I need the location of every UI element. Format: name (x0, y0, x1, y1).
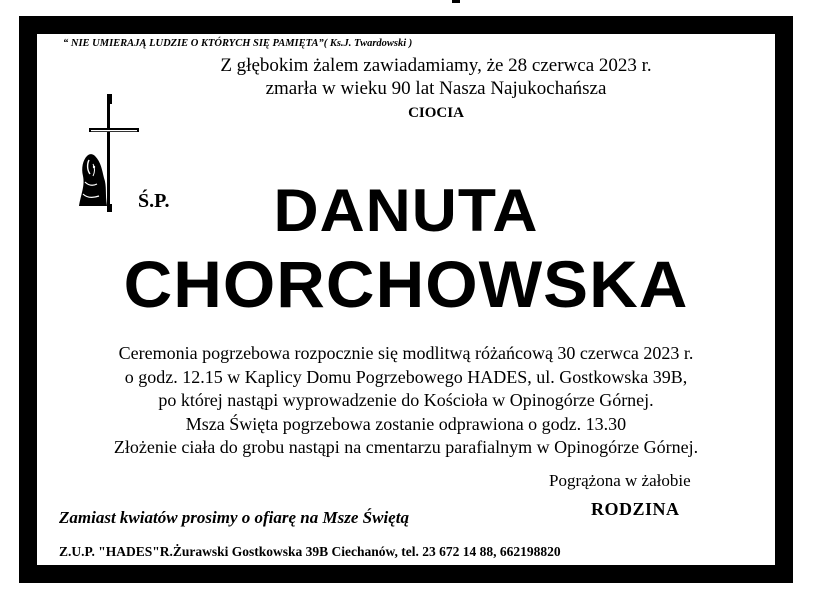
ceremony-line: o godz. 12.15 w Kaplicy Domu Pogrzebowego HADES, ul. Gostkowska 39B, (124, 366, 688, 387)
sp-prefix: Ś.P. (138, 190, 170, 212)
scan-mark (452, 0, 460, 3)
ceremony-line: Msza Święta pogrzebowa zostanie odprawiona o godz. 13.30 (185, 413, 627, 434)
ceremony-details (37, 342, 775, 460)
ceremony-line: Złożenie ciała do grobu nastąpi na cmentarzu parafialnym w Opinogórze Górnej. (113, 437, 699, 457)
mourning-label: Pogrążona w żałobie (549, 471, 691, 490)
flowers-request: Zamiast kwiatów prosimy o ofiarę na Msze Świętą (59, 508, 409, 527)
obituary-frame (19, 16, 793, 583)
obituary-content (37, 34, 775, 565)
intro-line-1: Z głębokim żalem zawiadamiamy, że 28 czerwca 2023 r. (220, 55, 652, 76)
intro-line-2: zmarła w wieku 90 lat Nasza Najukochańsza (265, 78, 607, 99)
funeral-home-footer: Z.U.P. "HADES"R.Żurawski Gostkowska 39B Ciechanów, tel. 23 672 14 88, 662198820 (59, 544, 561, 559)
deceased-first-name: DANUTA (273, 177, 539, 244)
announcement-intro (37, 54, 775, 126)
mourning-family: RODZINA (591, 499, 680, 519)
deceased-last-name: CHORCHOWSKA (123, 247, 689, 321)
motto-quote: “ NIE UMIERAJĄ LUDZIE O KTÓRYCH SIĘ PAMIĘTA”( Ks.J. Twardowski ) (63, 38, 413, 49)
relation-label: CIOCIA (408, 105, 464, 121)
ceremony-line: po której nastąpi wyprowadzenie do Kościoła w Opinogórze Górnej. (158, 390, 654, 410)
ceremony-line: Ceremonia pogrzebowa rozpocznie się modlitwą różańcową 30 czerwca 2023 r. (118, 343, 694, 363)
